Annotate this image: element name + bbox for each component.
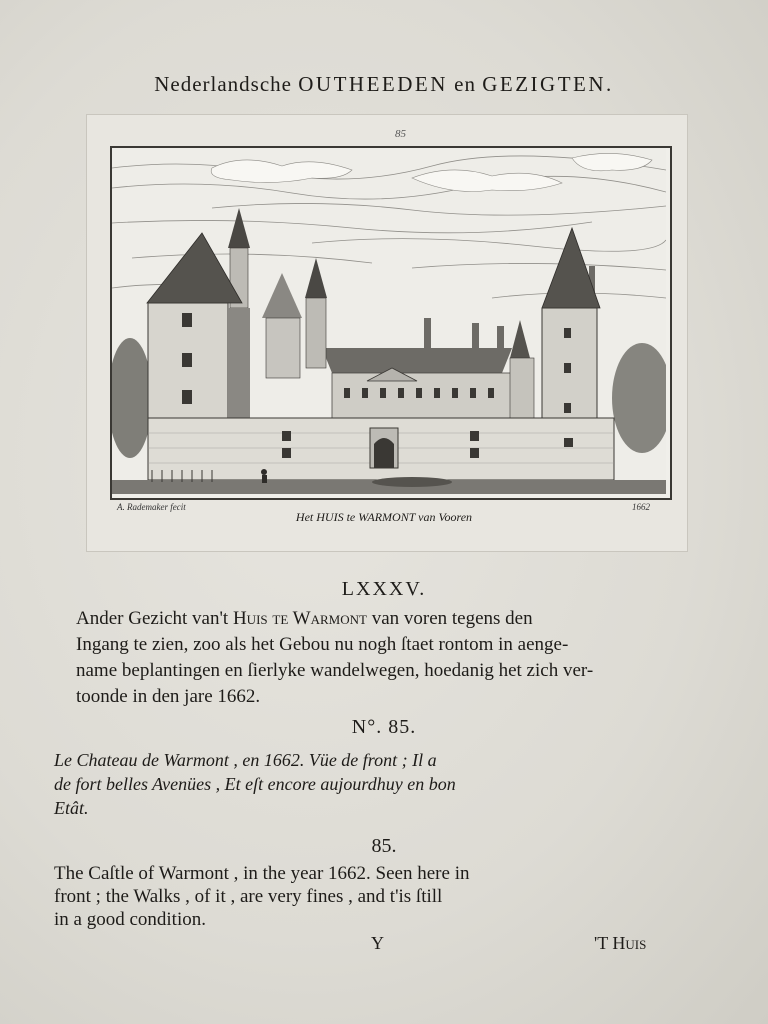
signature-mark: Y (371, 933, 384, 953)
french-line-2: de fort belles Avenües , Et eſt encore aujourdhuy en bon (54, 774, 456, 794)
dutch-line-2: Ingang te zien, zoo als het Gebou nu nogh ſtaet rontom in aenge- (76, 634, 569, 655)
english-paragraph (54, 862, 694, 931)
header-title-main: OUTHEEDEN (298, 72, 448, 96)
castle-illustration (112, 148, 666, 494)
dutch-line-4: toonde in den jare 1662. (76, 686, 261, 707)
section-number: LXXXV. (341, 578, 427, 600)
french-line-3: Etât. (54, 798, 89, 818)
castle-engraving (110, 146, 672, 500)
dutch-line-1-end: van voren tegens den (366, 608, 533, 629)
header-prefix: Nederlandsche (154, 72, 292, 96)
dutch-paragraph (76, 606, 696, 710)
plate-year: 1662 (632, 502, 650, 512)
running-header (0, 72, 768, 97)
french-heading: N°. 85. (351, 716, 417, 738)
dutch-line-1-smallcaps: Huis te Warmont (232, 608, 367, 629)
catchword: 'T Huis (594, 933, 647, 953)
english-line-2: front ; the Walks , of it , are very fines , and t'is ſtill (54, 886, 443, 907)
plate-caption: Het HUIS te WARMONT van Vooren (295, 510, 473, 524)
dutch-line-1-start: Ander Gezicht van't (76, 608, 233, 629)
plate-number: 85 (395, 128, 406, 140)
dutch-line-3: name beplantingen en ſierlyke wandelwegen, hoedanig het zich ver- (76, 660, 594, 681)
dutch-line-1 (76, 606, 696, 632)
english-heading: 85. (371, 835, 397, 857)
french-paragraph (54, 748, 694, 820)
french-line-1: Le Chateau de Warmont , en 1662. Vüe de front ; Il a (54, 750, 437, 770)
english-line-1: The Caſtle of Warmont , in the year 1662. Seen here in (54, 863, 470, 884)
engraver-credit: A. Rademaker fecit (117, 502, 186, 512)
header-title-end: GEZIGTEN. (482, 72, 614, 96)
english-line-3: in a good condition. (54, 909, 206, 930)
header-title-mid: en (454, 72, 476, 96)
